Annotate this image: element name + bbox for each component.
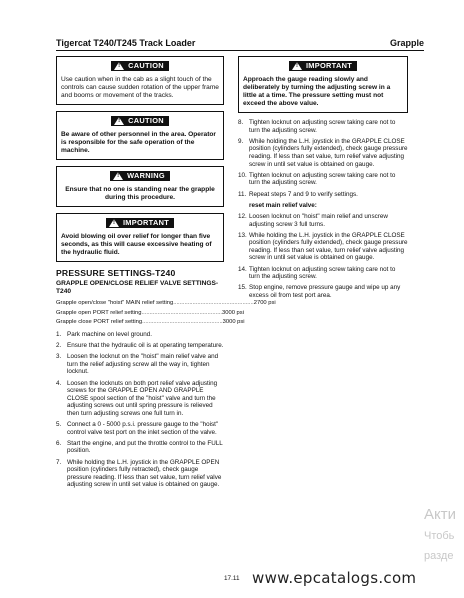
important-badge: ! IMPORTANT bbox=[289, 61, 357, 71]
list-item: 6. Start the engine, and put the throttle control to the FULL position. bbox=[56, 439, 223, 455]
list-item: 2. Ensure that the hydraulic oil is at operating temperature. bbox=[56, 341, 224, 349]
caution-badge: ! CAUTION bbox=[111, 116, 169, 126]
warning-triangle-icon: ! bbox=[114, 62, 124, 70]
list-item: 15. Stop engine, remove pressure gauge and wipe up any excess oil from test port area. bbox=[238, 284, 401, 300]
notice-text: Avoid blowing oil over relief for longer than five seconds, as this will cause excessive heating of the hydraulic fluid. bbox=[61, 233, 212, 256]
header-title: Tigercat T240/T245 Track Loader bbox=[56, 38, 196, 48]
caution-notice-2 bbox=[56, 111, 224, 160]
notice-text: Ensure that no one is standing near the grapple during this procedure. bbox=[65, 186, 215, 201]
steps-list-left bbox=[56, 331, 224, 489]
overlay-text-1: Акти bbox=[424, 506, 456, 523]
list-item: 1. Park machine on level ground. bbox=[56, 330, 153, 338]
overlay-text-3: разде bbox=[424, 550, 454, 562]
important-notice-right bbox=[238, 56, 408, 113]
overlay-text-2: Чтобь bbox=[424, 530, 455, 542]
warning-triangle-icon: ! bbox=[114, 117, 124, 125]
spec-row: Grapple close PORT relief setting .................................................. 3000 psi bbox=[56, 319, 245, 326]
list-item: 5. Connect a 0 - 5000 p.s.i. pressure gauge to the "hoist" control valve test port on the inlet section of the valve. bbox=[56, 421, 219, 436]
list-item: 10. Tighten locknut on adjusting screw taking care not to turn the adjusting screw. bbox=[238, 171, 396, 187]
notice-text: Be aware of other personnel in the area. Operator is responsible for the safe operation of the machine. bbox=[61, 131, 216, 154]
left-column bbox=[56, 56, 276, 493]
watermark-url: www.epcatalogs.com bbox=[252, 569, 417, 587]
spec-row: Grapple open/close "hoist" MAIN relief setting .................................................. 2700 psi bbox=[56, 300, 276, 306]
list-item: 7. While holding the L.H. joystick in the GRAPPLE OPEN position (cylinders fully retracted), check gauge pressure reading. If less than set value, turn relief valve adjusting screw in until set value is obtained on gauge. bbox=[56, 458, 222, 489]
right-column bbox=[238, 56, 408, 303]
spec-row: Grapple open PORT relief setting .................................................. 3000 psi bbox=[56, 309, 244, 316]
steps-list-right bbox=[238, 119, 408, 300]
list-item: 14. Tighten locknut on adjusting screw taking care not to turn the adjusting screw. bbox=[238, 265, 396, 281]
important-badge: ! IMPORTANT bbox=[106, 218, 174, 228]
list-item: 3. Loosen the locknut on the "hoist" main relief valve and turn the relief adjusting screw all the way in, tighten locknut. bbox=[56, 353, 219, 376]
list-item: 9. While holding the L.H. joystick in the GRAPPLE CLOSE position (cylinders fully extended), check gauge pressure reading. If less than set value, turn relief valve adjusting screw in until set value is obtained on gauge. bbox=[238, 137, 408, 168]
caution-badge: ! CAUTION bbox=[111, 61, 169, 71]
warning-notice bbox=[56, 166, 224, 207]
warning-triangle-icon: ! bbox=[292, 62, 302, 70]
list-item: 4. Loosen the locknuts on both port relief valve adjusting screws for the GRAPPLE OPEN AND GRAPPLE CLOSE spool section of the "hoist" valve and turn the adjusting screws out until spring pressure is relieved then turn adjusting screws one full turn in. bbox=[56, 379, 218, 417]
list-item: 12. Loosen locknut on "hoist" main relief and unscrew adjusting screw 3 full turns. bbox=[238, 212, 388, 228]
important-notice bbox=[56, 213, 224, 262]
page-number: 17.11 bbox=[224, 575, 240, 582]
header-section: Grapple bbox=[389, 38, 424, 48]
notice-text: Approach the gauge reading slowly and deliberately by turning the adjusting screw in a little at a time. The pressure setting must not exceed the above value. bbox=[243, 76, 391, 107]
warning-triangle-icon: ! bbox=[109, 219, 119, 227]
section-title: PRESSURE SETTINGS-T240 bbox=[56, 268, 176, 278]
notice-text: Use caution when in the cab as a slight touch of the controls can cause sudden rotation of the upper frame and booms or movement of the tracks. bbox=[61, 76, 219, 99]
warning-badge: ! WARNING bbox=[110, 171, 170, 181]
section-subtitle: GRAPPLE OPEN/CLOSE RELIEF VALVE SETTINGS-T240 bbox=[56, 280, 219, 295]
warning-triangle-icon: ! bbox=[113, 172, 123, 180]
list-item: reset main relief valve: bbox=[249, 201, 317, 209]
header-divider bbox=[56, 50, 424, 51]
caution-notice-1 bbox=[56, 56, 224, 105]
list-item: 11. Repeat steps 7 and 9 to verify settings. bbox=[238, 190, 358, 198]
list-item: 8. Tighten locknut on adjusting screw taking care not to turn the adjusting screw. bbox=[238, 119, 396, 134]
list-item: 13. While holding the L.H. joystick in the GRAPPLE CLOSE position (cylinders fully extended), check gauge pressure reading. If less than set value, turn relief valve adjusting screw in until set value is obtained on gauge. bbox=[238, 231, 408, 262]
